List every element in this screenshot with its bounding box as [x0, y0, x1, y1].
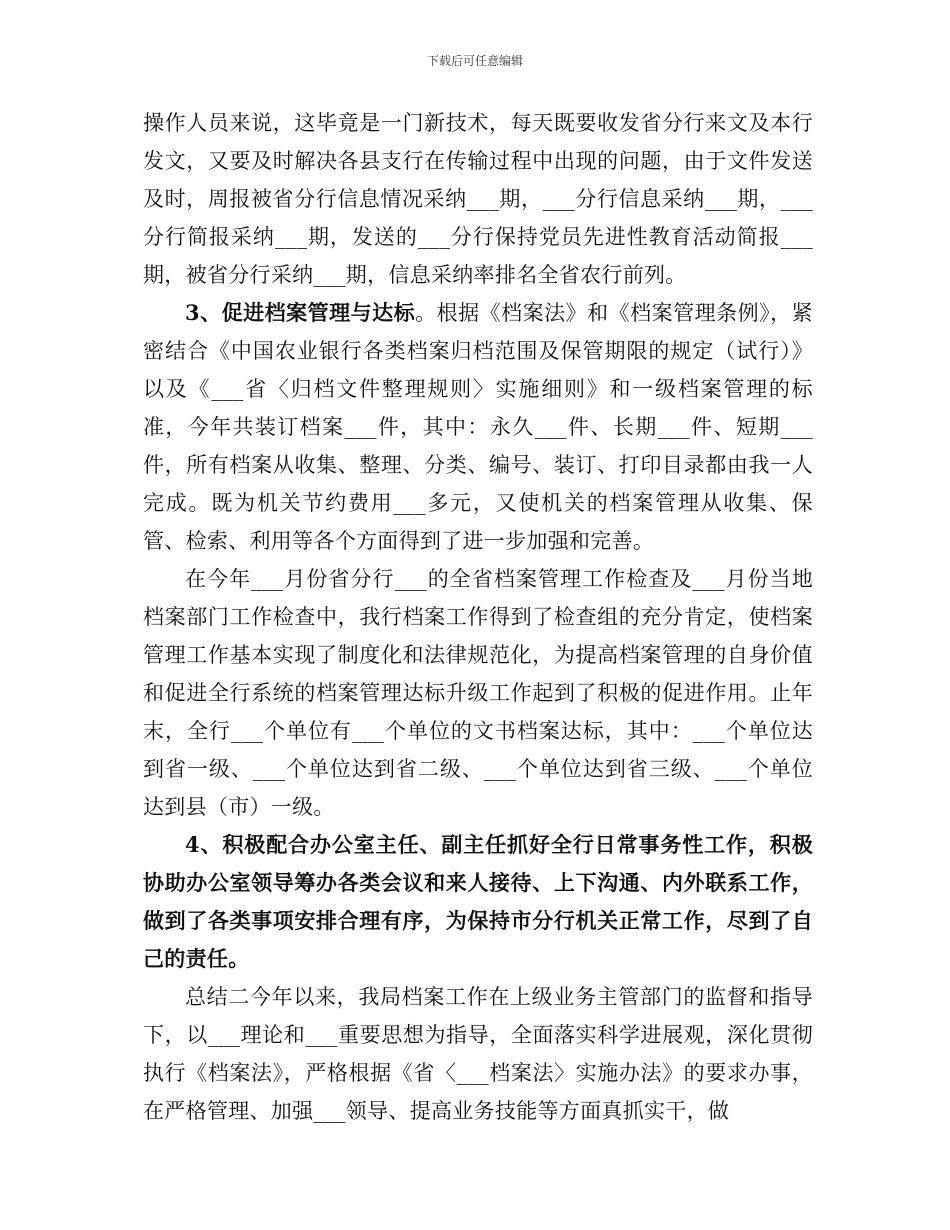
paragraph-1: 操作人员来说，这毕竟是一门新技术，每天既要收发省分行来文及本行发文，又要及时解决各县支行在传输过程中出现的问题，由于文件发送及时，周报被省分行信息情况采纳___期，___分行信息采纳___期，___分行简报采纳___期，发送的___分行保持党员先进性教育活动简报___期，被省分行采纳___期，信息采纳率排名全省农行前列。 — [143, 111, 813, 287]
document-body — [143, 104, 813, 1130]
paragraph-5: 总结二今年以来，我局档案工作在上级业务主管部门的监督和指导下，以___理论和___重要思想为指导，全面落实科学进展观，深化贯彻执行《档案法》，严格根据《省〈___档案法〉实施办法》的要求办事，在严格管理、加强___领导、提高业务技能等方面真抓实干，做 — [143, 985, 813, 1123]
paragraph-3: 在今年___月份省分行___的全省档案管理工作检查及___月份当地档案部门工作检查中，我行档案工作得到了检查组的充分肯定，使档案管理工作基本实现了制度化和法律规范化，为提高档案管理的自身价值和促进全行系统的档案管理达标升级工作起到了积极的促进作用。止年末，全行___个单位有___个单位的文书档案达标，其中：___个单位达到省一级、___个单位达到省二级、___个单位达到省三级、___个单位达到县（市）一级。 — [143, 567, 813, 819]
section-3-heading: 3、促进档案管理与达标 — [185, 300, 416, 325]
section-4-paragraph: 4、积极配合办公室主任、副主任抓好全行日常事务性工作，积极协助办公室领导筹办各类会议和来人接待、上下沟通、内外联系工作，做到了各类事项安排合理有序，为保持市分行机关正常工作，尽到了自己的责任。 — [143, 832, 813, 971]
paragraph-2 — [143, 294, 813, 560]
section-3-body: 。根据《档案法》和《档案管理条例》，紧密结合《中国农业银行各类档案归档范围及保管期限的规定（试行）》以及《___省〈归档文件整理规则〉实施细则》和一级档案管理的标准，今年共装订档案___件，其中：永久___件、长期___件、短期___件，所有档案从收集、整理、分类、编号、装订、打印目录都由我一人完成。既为机关节约费用___多元，又使机关的档案管理从收集、保管、检索、利用等各个方面得到了进一步加强和完善。 — [143, 301, 813, 553]
page-header: 下载后可任意编辑 — [426, 54, 523, 68]
